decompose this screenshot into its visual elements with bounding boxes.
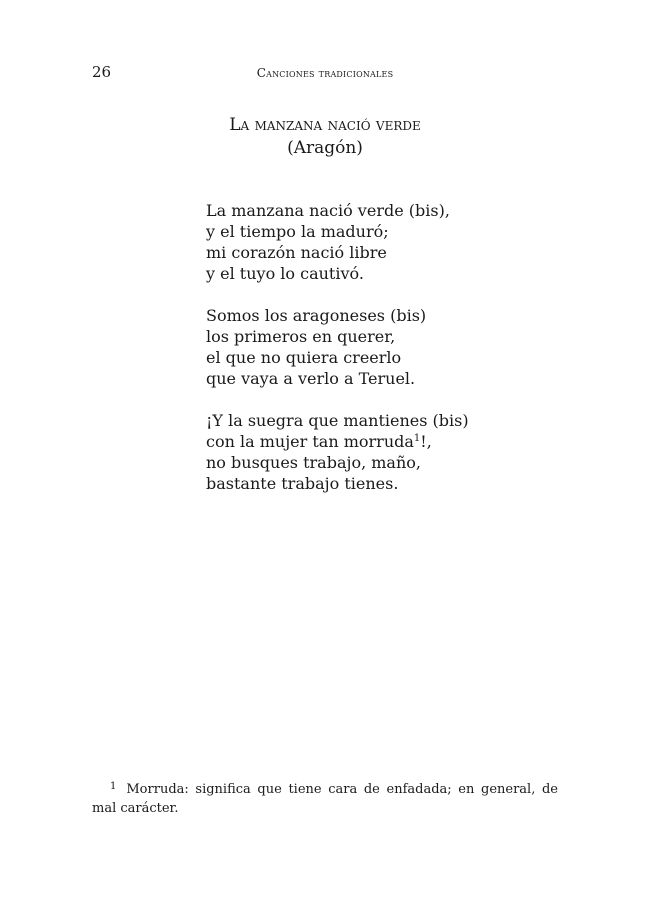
running-head: Canciones tradicionales [256, 66, 394, 80]
song-title: La manzana nació verde [229, 115, 421, 135]
verse-line [206, 431, 536, 452]
footnote-text: Morruda: significa que tiene cara de enfadada; en general, de mal carácter. [92, 782, 558, 816]
stanza [206, 410, 536, 494]
stanza [206, 200, 536, 284]
verse-line: y el tuyo lo cautivó. [206, 264, 364, 283]
footnote: 1 Morruda: significa que tiene cara de enfadada; en general, de mal carácter. [92, 781, 558, 816]
verse-line: La manzana nació verde (bis), [206, 201, 450, 220]
verse-line: y el tiempo la maduró; [206, 222, 389, 241]
stanza [206, 305, 536, 389]
page-number: 26 [92, 63, 112, 81]
verse-line: ¡Y la suegra que mantienes (bis) [206, 411, 469, 430]
song-region: (Aragón) [287, 138, 363, 158]
verse-line: bastante trabajo tienes. [206, 474, 399, 493]
verse-line-text: con la mujer tan morruda [206, 432, 414, 451]
verse-line: no busques trabajo, maño, [206, 453, 421, 472]
poem [206, 200, 536, 515]
verse-line: que vaya a verlo a Teruel. [206, 369, 416, 388]
verse-line: mi corazón nació libre [206, 243, 387, 262]
verse-line-punctuation: !, [420, 432, 432, 451]
verse-line: el que no quiera creerlo [206, 348, 402, 367]
footnote-reference[interactable]: 1 [413, 433, 421, 444]
verse-line: los primeros en querer, [206, 327, 396, 346]
verse-line: Somos los aragoneses (bis) [206, 306, 427, 325]
